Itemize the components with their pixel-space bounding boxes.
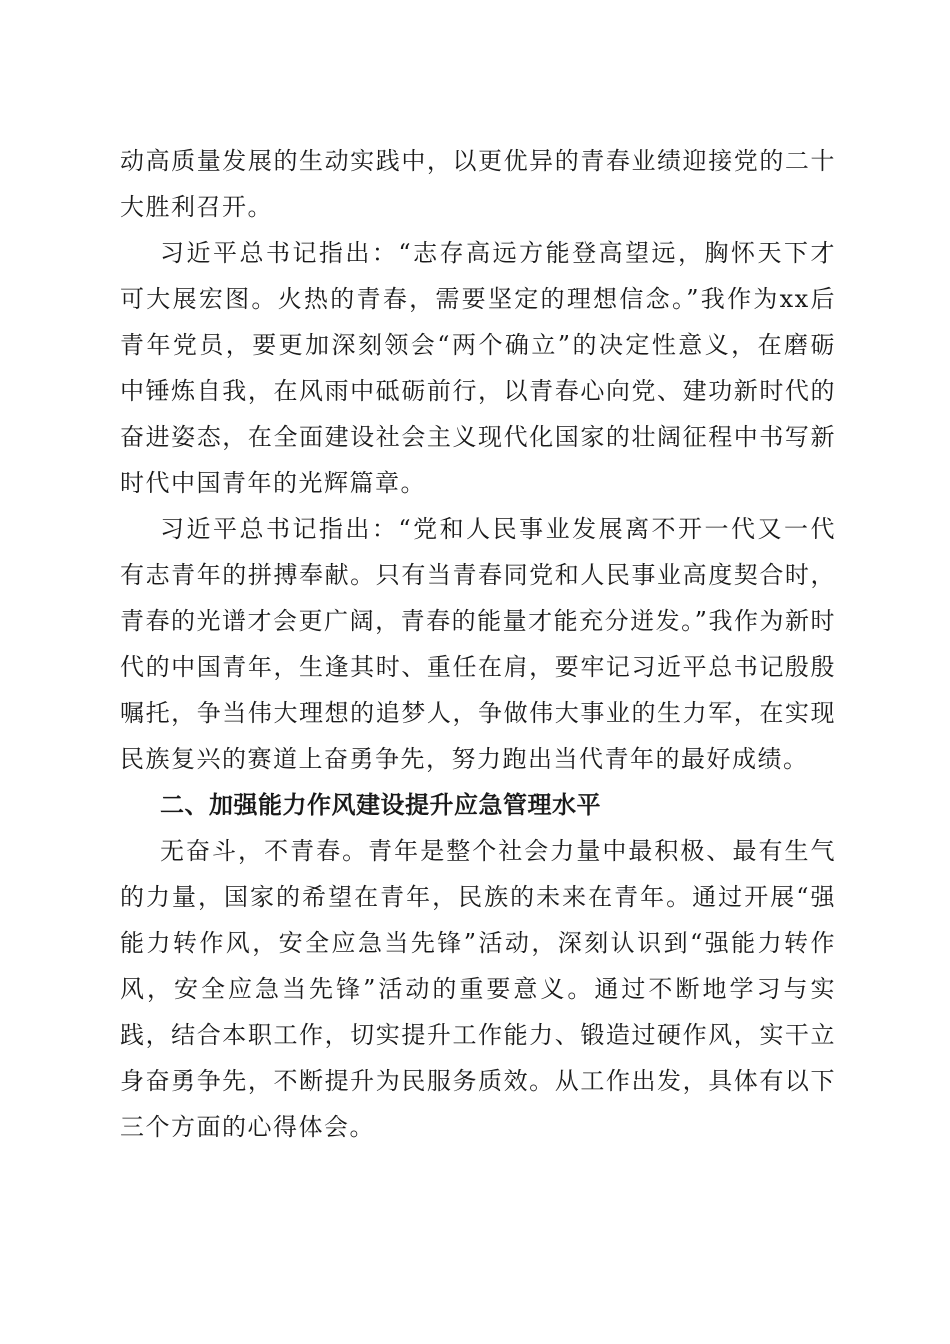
paragraph-section-intro: 无奋斗，不青春。青年是整个社会力量中最积极、最有生气的力量，国家的希望在青年，民族的未来在青年。通过开展“强能力转作风，安全应急当先锋”活动，深刻认识到“强能力转作风，安全应急当先锋”活动的重要意义。通过不断地学习与实践，结合本职工作，切实提升工作能力、锻造过硬作风，实干立身奋勇争先，不断提升为民服务质效。从工作出发，具体有以下三个方面的心得体会。 — [120, 837, 836, 1141]
paragraph-continued: 动高质量发展的生动实践中，以更优异的青春业绩迎接党的二十大胜利召开。 — [120, 147, 836, 221]
paragraph-quote-dedication: 习近平总书记指出：“党和人民事业发展离不开一代又一代有志青年的拼搏奉献。只有当青春同党和人民事业高度契合时，青春的光谱才会更广阔，青春的能量才能充分迸发。”我作为新时代的中国青年，生逢其时、重任在肩，要牢记习近平总书记殷殷嘱托，争当伟大理想的追梦人，争做伟大事业的生力军，在实现民族复兴的赛道上奋勇争先，努力跑出当代青年的最好成绩。 — [120, 515, 836, 773]
document-body — [120, 138, 836, 1150]
section-heading: 二、加强能力作风建设提升应急管理水平 — [160, 791, 601, 819]
paragraph-quote-ideals: 习近平总书记指出：“志存高远方能登高望远，胸怀天下才可大展宏图。火热的青春，需要坚定的理想信念。”我作为xx后青年党员，要更加深刻领会“两个确立”的决定性意义，在磨砺中锤炼自我，在风雨中砥砺前行，以青春心向党、建功新时代的奋进姿态，在全面建设社会主义现代化国家的壮阔征程中书写新时代中国青年的光辉篇章。 — [120, 239, 836, 497]
